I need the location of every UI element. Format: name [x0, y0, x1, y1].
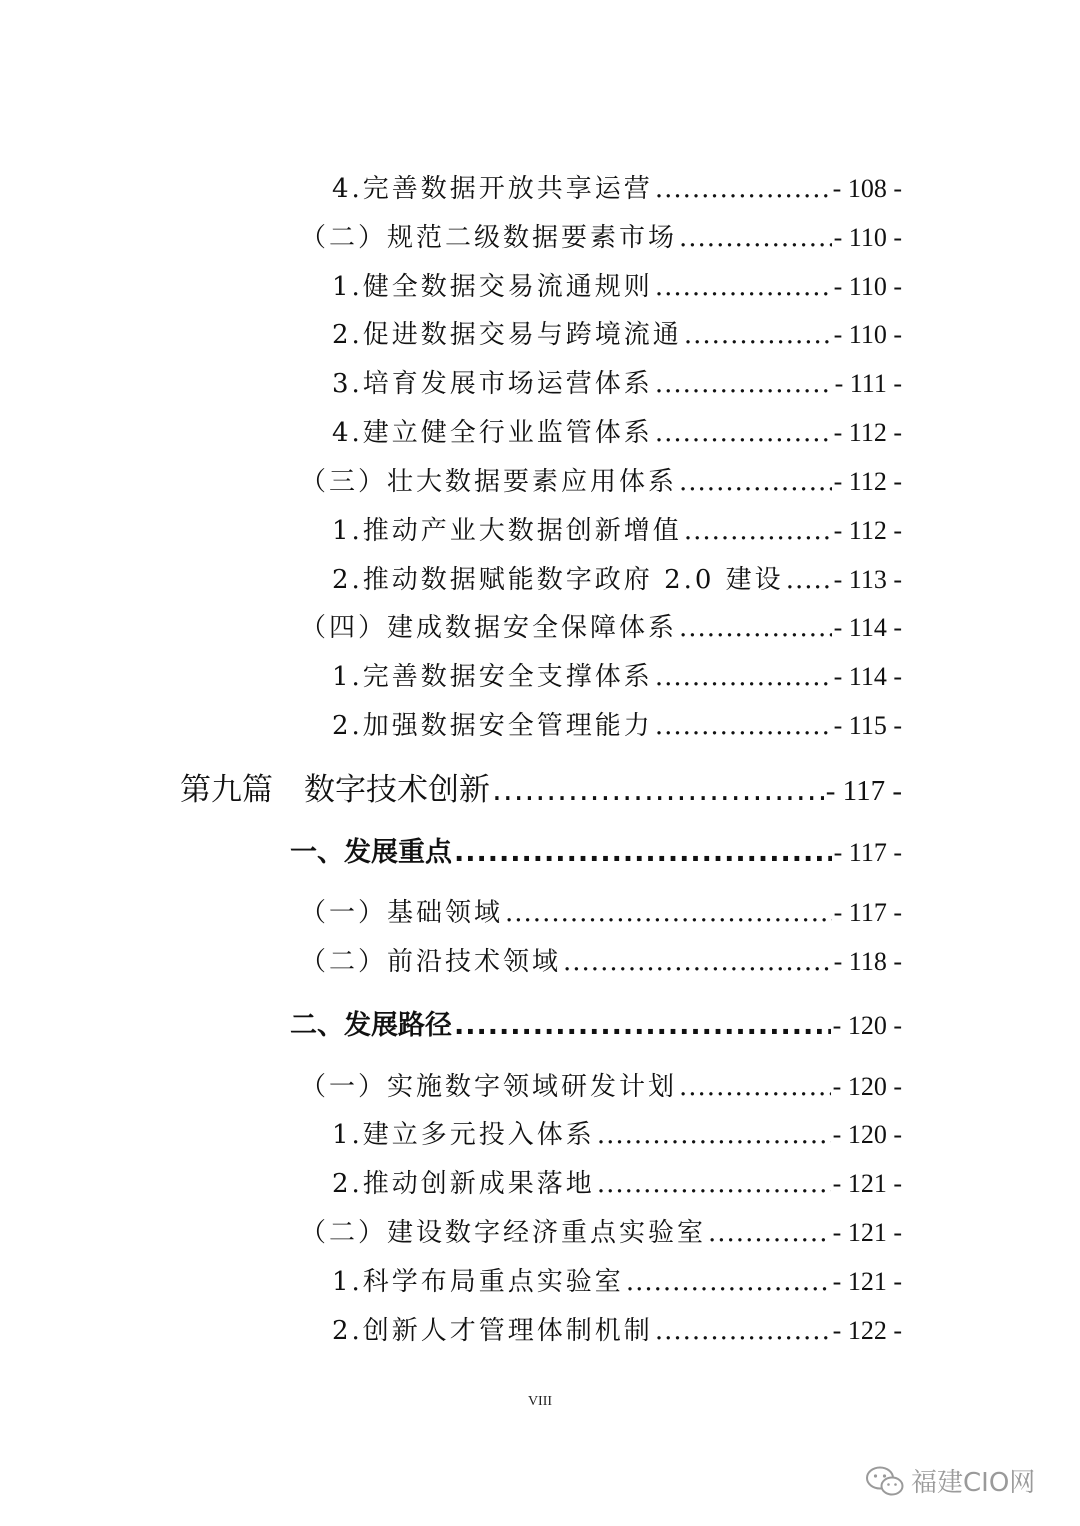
toc-entry-title: （一）基础领域 — [300, 898, 504, 928]
toc-entry-title: 1.科学布局重点实验室 — [332, 1267, 624, 1297]
dot-leader — [492, 772, 824, 808]
toc-entry[interactable] — [0, 1310, 1080, 1347]
toc-entry-title: 2.创新人才管理体制机制 — [332, 1316, 653, 1346]
toc-entry[interactable] — [0, 559, 1080, 596]
dot-leader — [786, 565, 832, 595]
toc-entry-title: 4.完善数据开放共享运营 — [332, 174, 653, 204]
toc-entry-title: （四）建成数据安全保障体系 — [300, 613, 678, 643]
dot-leader — [505, 898, 832, 928]
toc-entry-title: 二、发展路径 — [290, 1010, 452, 1041]
dot-leader — [454, 837, 832, 868]
toc-entry[interactable] — [0, 1066, 1080, 1103]
toc-entry-title: 2.推动创新成果落地 — [332, 1169, 595, 1199]
dot-leader — [679, 467, 832, 497]
toc-entry[interactable] — [0, 1163, 1080, 1200]
toc-entry-title: 2.推动数据赋能数字政府 2.0 建设 — [332, 565, 784, 595]
dot-leader — [679, 1072, 831, 1102]
toc-entry[interactable] — [0, 1114, 1080, 1151]
toc-entry[interactable] — [0, 1212, 1080, 1249]
dot-leader — [684, 516, 832, 546]
toc-entry[interactable] — [0, 266, 1080, 303]
toc-entry-page: - 118 - — [833, 947, 902, 976]
toc-entry-title: 1.建立多元投入体系 — [332, 1120, 595, 1150]
watermark-text: 福建CIO网 — [911, 1468, 1036, 1498]
toc-entry-page: - 112 - — [833, 516, 902, 545]
dot-leader — [655, 662, 832, 692]
toc-entry-page: - 112 - — [833, 467, 902, 496]
toc-entry-page: - 111 - — [834, 369, 902, 398]
toc-entry-page: - 110 - — [833, 223, 902, 252]
toc-entry-title: 2.加强数据安全管理能力 — [332, 711, 653, 741]
toc-entry-page: - 108 - — [832, 174, 902, 203]
toc-entry[interactable] — [0, 656, 1080, 693]
dot-leader — [454, 1010, 831, 1041]
toc-entry[interactable] — [0, 705, 1080, 742]
toc-entry[interactable] — [0, 314, 1080, 351]
toc-entry-page: - 114 - — [833, 613, 902, 642]
toc-entry[interactable] — [0, 412, 1080, 449]
toc-entry-page: - 117 - — [833, 898, 902, 927]
toc-entry-title: （二）前沿技术领域 — [300, 947, 562, 977]
toc-entry-page: - 121 - — [832, 1218, 902, 1247]
toc-entry-page: - 113 - — [833, 565, 902, 594]
toc-entry-page: - 110 - — [833, 320, 902, 349]
toc-entry-page: - 121 - — [832, 1267, 902, 1296]
toc-entry[interactable] — [0, 830, 1080, 869]
toc-entry[interactable] — [0, 363, 1080, 400]
dot-leader — [679, 613, 832, 643]
toc-entry-title: （三）壮大数据要素应用体系 — [300, 467, 678, 497]
toc-entry[interactable] — [0, 510, 1080, 547]
dot-leader — [563, 947, 832, 977]
toc-entry[interactable] — [0, 217, 1080, 254]
dot-leader — [597, 1169, 831, 1199]
toc-entry-page: - 117 - — [825, 775, 902, 807]
toc-entry[interactable] — [0, 764, 1080, 809]
dot-leader — [655, 272, 832, 302]
toc-entry-title: （二）规范二级数据要素市场 — [300, 223, 678, 253]
toc-entry-page: - 110 - — [833, 272, 902, 301]
toc-entry[interactable] — [0, 1003, 1080, 1042]
toc-entry-page: - 115 - — [833, 711, 902, 740]
toc-entry-title: 1.完善数据安全支撑体系 — [332, 662, 653, 692]
toc-entry[interactable] — [0, 461, 1080, 498]
dot-leader — [655, 174, 831, 204]
page-number: VIII — [527, 1394, 553, 1409]
dot-leader — [655, 1316, 831, 1346]
toc-entry-title: 2.促进数据交易与跨境流通 — [332, 320, 682, 350]
dot-leader — [679, 223, 832, 253]
toc-entry[interactable] — [0, 168, 1080, 205]
dot-leader — [655, 418, 832, 448]
toc-entry-title: 1.推动产业大数据创新增值 — [332, 516, 682, 546]
toc-entry-title: 1.健全数据交易流通规则 — [332, 272, 653, 302]
toc-entry[interactable] — [0, 607, 1080, 644]
dot-leader — [626, 1267, 831, 1297]
dot-leader — [655, 711, 832, 741]
toc-entry-page: - 121 - — [832, 1169, 902, 1198]
wechat-icon — [865, 1465, 905, 1497]
toc-entry-title: 一、发展重点 — [290, 837, 452, 868]
toc-entry-title: 第九篇 数字技术创新 — [180, 772, 490, 808]
toc-entry-title: （二）建设数字经济重点实验室 — [300, 1218, 707, 1248]
dot-leader — [655, 369, 833, 399]
toc-entry-page: - 120 - — [832, 1120, 902, 1149]
dot-leader — [597, 1120, 831, 1150]
toc-entry-title: 3.培育发展市场运营体系 — [332, 369, 653, 399]
toc-entry[interactable] — [0, 941, 1080, 978]
dot-leader — [708, 1218, 831, 1248]
toc-entry-page: - 117 - — [833, 838, 902, 867]
toc-entry[interactable] — [0, 1261, 1080, 1298]
toc-entry-title: （一）实施数字领域研发计划 — [300, 1072, 678, 1102]
toc-entry-page: - 120 - — [832, 1011, 902, 1040]
toc-entry-page: - 112 - — [833, 418, 902, 447]
toc-entry-page: - 120 - — [832, 1072, 902, 1101]
toc-entry-page: - 114 - — [833, 662, 902, 691]
toc-entry-title: 4.建立健全行业监管体系 — [332, 418, 653, 448]
toc-entry-page: - 122 - — [832, 1316, 902, 1345]
toc-entry[interactable] — [0, 892, 1080, 929]
watermark — [865, 1462, 1035, 1499]
dot-leader — [684, 320, 832, 350]
